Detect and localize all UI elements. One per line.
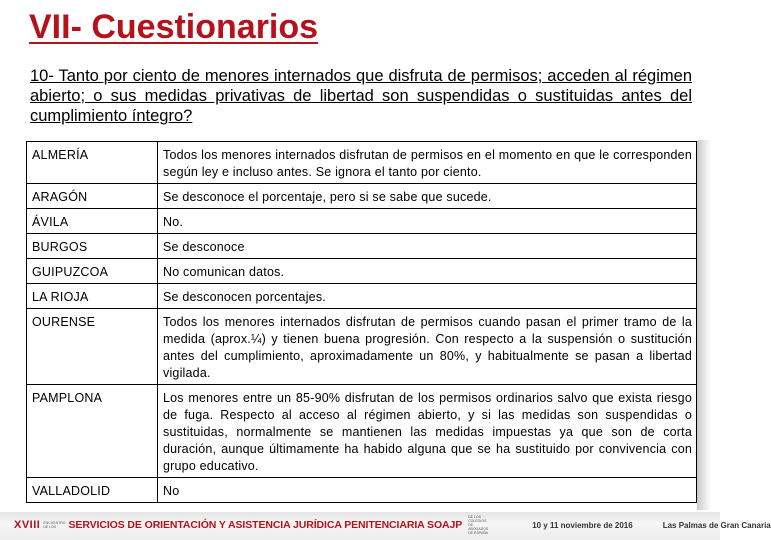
region-cell: BURGOS xyxy=(27,234,158,259)
region-cell: ARAGÓN xyxy=(27,184,158,209)
footer-date: 10 y 11 noviembre de 2016 xyxy=(532,520,633,530)
table-row xyxy=(27,478,697,503)
footer-edition: XVIII xyxy=(14,519,41,531)
table-row xyxy=(27,234,697,259)
region-cell: ÁVILA xyxy=(27,209,158,234)
answer-cell: No comunican datos. xyxy=(158,259,697,284)
table-row xyxy=(27,184,697,209)
answer-cell: Se desconoce xyxy=(158,234,697,259)
region-cell: LA RIOJA xyxy=(27,284,158,309)
page-title: VII- Cuestionarios xyxy=(29,8,319,46)
table-row xyxy=(27,284,697,309)
answer-cell: Se desconoce el porcentaje, pero si se sabe que sucede. xyxy=(158,184,697,209)
table-row xyxy=(27,309,697,385)
answer-cell: Se desconocen porcentajes. xyxy=(158,284,697,309)
region-cell: VALLADOLID xyxy=(27,478,158,503)
region-cell: PAMPLONA xyxy=(27,385,158,478)
answer-cell: No. xyxy=(158,209,697,234)
answer-cell: No xyxy=(158,478,697,503)
question-text: 10- Tanto por ciento de menores internados que disfruta de permisos; acceden al régimen abierto; o sus medidas privativas de libertad son suspendidas o sustituidas antes del cumplimiento íntegro? xyxy=(30,67,692,125)
region-cell: ALMERÍA xyxy=(27,142,158,184)
table-row xyxy=(27,385,697,478)
footer-place: Las Palmas de Gran Canaria xyxy=(662,520,771,530)
answer-cell: Los menores entre un 85-90% disfrutan de los permisos ordinarios salvo que exista riesgo de fuga. Respecto al acceso al régimen abierto, y si las medidas son suspendidas o sustituidas, normalmente se mantienen las medidas impuestas ya que son de corta duración, aunque últimamente ha habido alguna que se ha sustituido por convivencia con grupo educativo. xyxy=(158,385,697,478)
footer-edition-sub: ENCUENTRO DE LOS xyxy=(43,521,66,529)
table-row xyxy=(27,142,697,184)
table-row xyxy=(27,209,697,234)
table-shadow xyxy=(697,140,711,510)
region-cell: OURENSE xyxy=(27,309,158,385)
footer-event-name: SERVICIOS DE ORIENTACIÓN Y ASISTENCIA JURÍDICA PENITENCIARIA SOAJP xyxy=(68,519,463,531)
region-cell: GUIPUZCOA xyxy=(27,259,158,284)
answer-cell: Todos los menores internados disfrutan de permisos cuando pasan el primer tramo de la medida (aprox.¼) y tienen buena progresión. Con respecto a la suspensión o sustitución antes del cumplimiento, aproximadamente un 80%, y habitualmente se pasan a libertad vigilada. xyxy=(158,309,697,385)
footer-organizer: DE LOS COLEGIOS DE ABOGADOS DE ESPAÑA xyxy=(468,515,489,535)
responses-table xyxy=(26,141,697,503)
answer-cell: Todos los menores internados disfrutan de permisos en el momento en que le corresponden según ley e incluso antes. Se ignora el tanto por ciento. xyxy=(158,142,697,184)
footer-banner xyxy=(14,515,771,535)
table-row xyxy=(27,259,697,284)
